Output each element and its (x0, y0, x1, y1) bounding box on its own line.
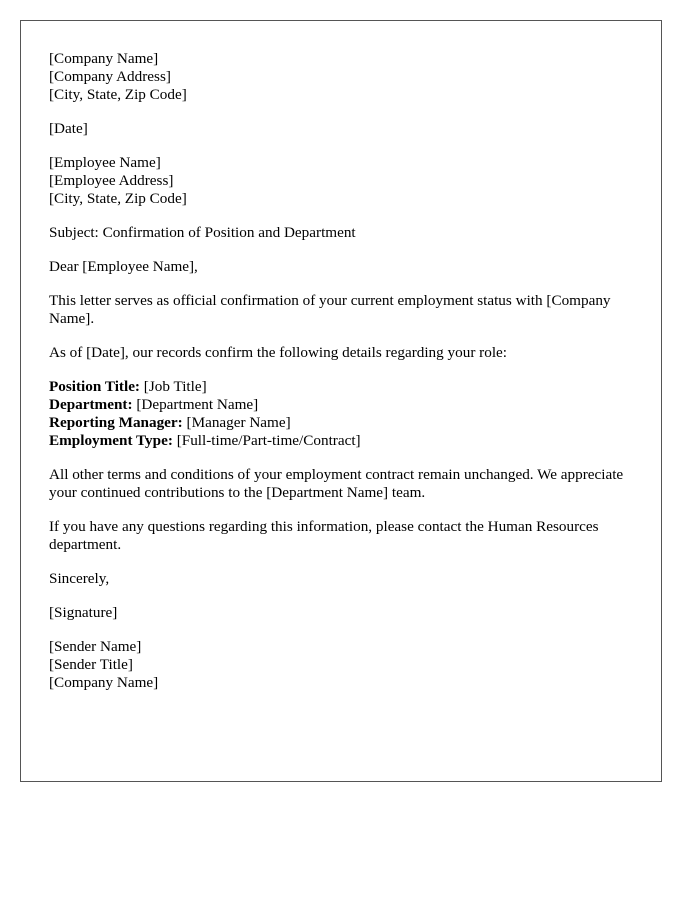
detail-row-position-title (49, 378, 633, 396)
signature-placeholder: [Signature] (49, 604, 118, 621)
detail-value: [Department Name] (132, 396, 259, 413)
detail-value: [Job Title] (140, 378, 207, 395)
letter-date: [Date] (49, 120, 88, 137)
employee-address: [Employee Address] (49, 172, 174, 189)
sender-name: [Sender Name] (49, 638, 142, 655)
sender-company-name: [Company Name] (49, 674, 159, 691)
intro-paragraph: This letter serves as official confirmation of your current employment status with [Company Name]. (49, 292, 611, 327)
detail-row-department (49, 396, 633, 414)
date-block (49, 120, 633, 138)
closing: Sincerely, (49, 570, 110, 587)
contact-paragraph: If you have any questions regarding this information, please contact the Human Resources department. (49, 518, 599, 553)
salutation: Dear [Employee Name], (49, 258, 198, 275)
detail-value: [Full-time/Part-time/Contract] (172, 432, 361, 449)
detail-label: Reporting Manager: (49, 414, 183, 431)
employee-city-state-zip: [City, State, Zip Code] (49, 190, 187, 207)
company-name: [Company Name] (49, 50, 159, 67)
sender-address-block (49, 50, 633, 104)
subject-line: Subject: Confirmation of Position and Department (49, 224, 356, 241)
company-city-state-zip: [City, State, Zip Code] (49, 86, 187, 103)
role-details-list (49, 378, 633, 450)
sender-title: [Sender Title] (49, 656, 133, 673)
terms-paragraph: All other terms and conditions of your employment contract remain unchanged. We appreciate your continued contributions to the [Department Name] team. (49, 466, 624, 501)
detail-row-reporting-manager (49, 414, 633, 432)
detail-value: [Manager Name] (182, 414, 291, 431)
letter-page (20, 20, 662, 782)
sender-block (49, 638, 633, 692)
employee-name: [Employee Name] (49, 154, 161, 171)
detail-label: Department: (49, 396, 133, 413)
detail-row-employment-type (49, 432, 633, 450)
detail-label: Position Title: (49, 378, 140, 395)
recipient-address-block (49, 154, 633, 208)
details-intro-paragraph: As of [Date], our records confirm the following details regarding your role: (49, 344, 508, 361)
company-address: [Company Address] (49, 68, 171, 85)
detail-label: Employment Type: (49, 432, 173, 449)
